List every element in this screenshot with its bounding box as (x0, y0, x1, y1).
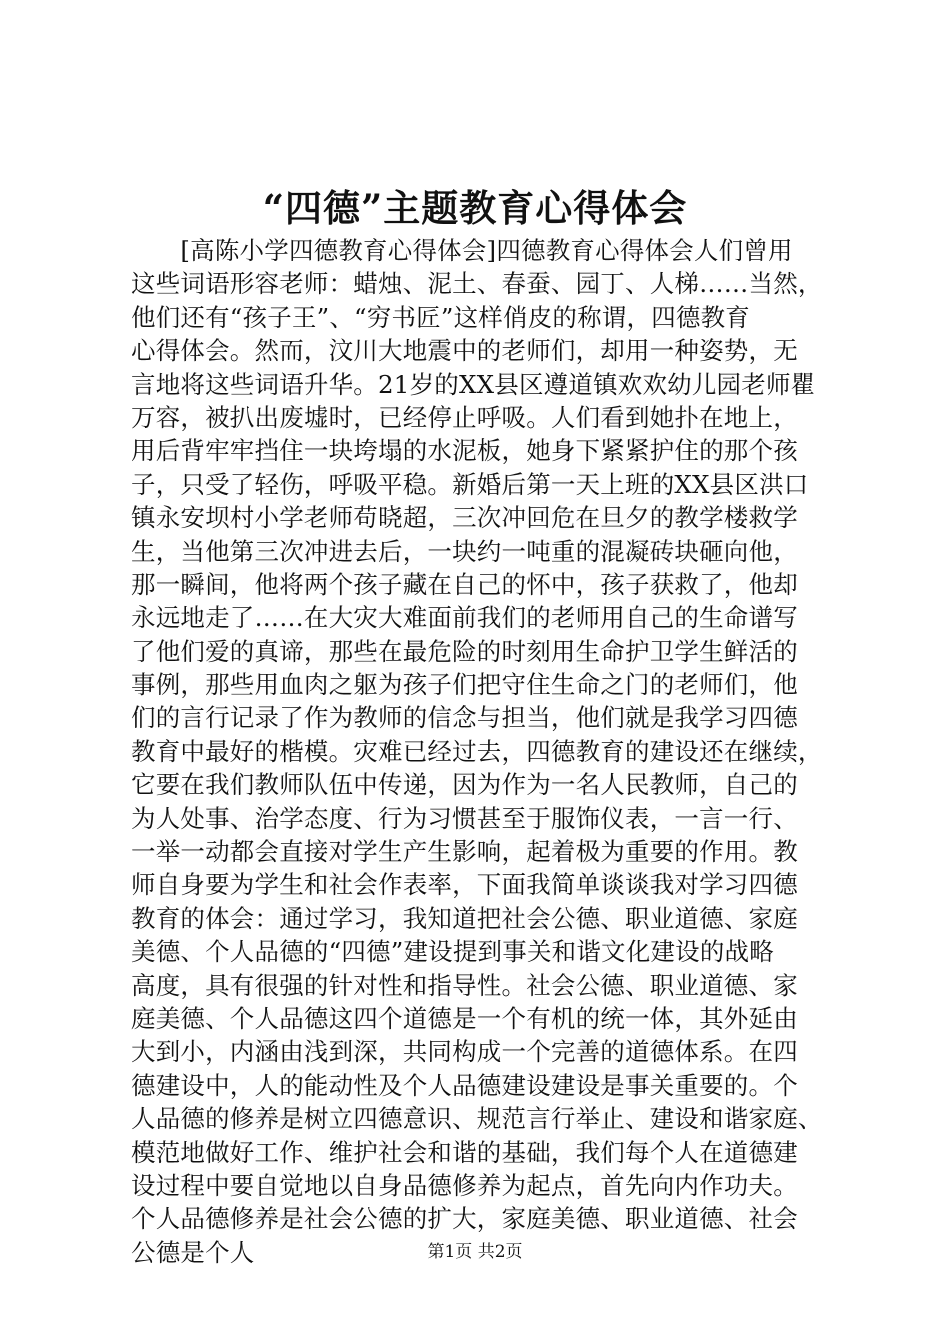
document-body (131, 234, 851, 1269)
body-line: 庭美德、个人品德这四个道德是一个有机的统一体，其外延由 (131, 1003, 798, 1033)
body-line: 们的言行记录了作为教师的信念与担当，他们就是我学习四德 (131, 703, 798, 733)
body-line: 万容，被扒出废墟时，已经停止呼吸。人们看到她扑在地上， (131, 402, 798, 432)
body-line: 这些词语形容老师：蜡烛、泥土、春蚕、园丁、人梯……当然， (131, 269, 823, 299)
body-line: 高度，具有很强的针对性和指导性。社会公德、职业道德、家 (131, 970, 798, 1000)
body-line: 教育中最好的楷模。灾难已经过去，四德教育的建设还在继续， (131, 736, 823, 766)
body-line: 事例，那些用血肉之躯为孩子们把守住生命之门的老师们，他 (131, 670, 798, 700)
body-line: 人品德的修养是树立四德意识、规范言行举止、建设和谐家庭、 (131, 1104, 823, 1134)
body-line: 子，只受了轻伤，呼吸平稳。新婚后第一天上班的XX县区洪口 (131, 469, 809, 499)
body-line: 一举一动都会直接对学生产生影响，起着极为重要的作用。教 (131, 837, 798, 867)
page-footer: 第1页 共2页 (427, 1242, 523, 1262)
body-line: 心得体会。然而，汶川大地震中的老师们，却用一种姿势，无 (131, 336, 798, 366)
body-line: 个人品德修养是社会公德的扩大，家庭美德、职业道德、社会 (131, 1204, 798, 1234)
body-line: 镇永安坝村小学老师苟晓超，三次冲回危在旦夕的教学楼救学 (131, 503, 798, 533)
body-line: 生，当他第三次冲进去后，一块约一吨重的混凝砖块砸向他， (131, 536, 798, 566)
body-line: 他们还有“孩子王”、“穷书匠”这样俏皮的称谓，四德教育 (131, 302, 750, 332)
body-line: 模范地做好工作、维护社会和谐的基础，我们每个人在道德建 (131, 1137, 798, 1167)
body-line: 设过程中要自觉地以自身品德修养为起点，首先向内作功夫。 (131, 1170, 798, 1200)
body-line: 了他们爱的真谛，那些在最危险的时刻用生命护卫学生鲜活的 (131, 636, 798, 666)
body-line: [高陈小学四德教育心得体会]四德教育心得体会人们曾用 (131, 236, 793, 265)
body-line: 师自身要为学生和社会作表率，下面我简单谈谈我对学习四德 (131, 870, 798, 900)
body-line: 它要在我们教师队伍中传递，因为作为一名人民教师，自己的 (131, 770, 798, 800)
body-line: 用后背牢牢挡住一块垮塌的水泥板，她身下紧紧护住的那个孩 (131, 436, 798, 466)
body-line: 教育的体会：通过学习，我知道把社会公德、职业道德、家庭 (131, 903, 798, 933)
body-line: 为人处事、治学态度、行为习惯甚至于服饰仪表，一言一行、 (131, 803, 798, 833)
body-line: 永远地走了……在大灾大难面前我们的老师用自己的生命谱写 (131, 603, 798, 633)
body-line: 大到小，内涵由浅到深，共同构成一个完善的道德体系。在四 (131, 1037, 798, 1067)
body-line: 德建设中，人的能动性及个人品德建设建设是事关重要的。个 (131, 1070, 798, 1100)
body-line: 公德是个人 (131, 1237, 255, 1267)
body-line: 言地将这些词语升华。21岁的XX县区遵道镇欢欢幼儿园老师瞿 (131, 369, 816, 399)
body-line: 美德、个人品德的“四德”建设提到事关和谐文化建设的战略 (131, 937, 774, 967)
document-title: “四德”主题教育心得体会 (262, 186, 688, 230)
body-line: 那一瞬间，他将两个孩子藏在自己的怀中，孩子获救了，他却 (131, 569, 798, 599)
